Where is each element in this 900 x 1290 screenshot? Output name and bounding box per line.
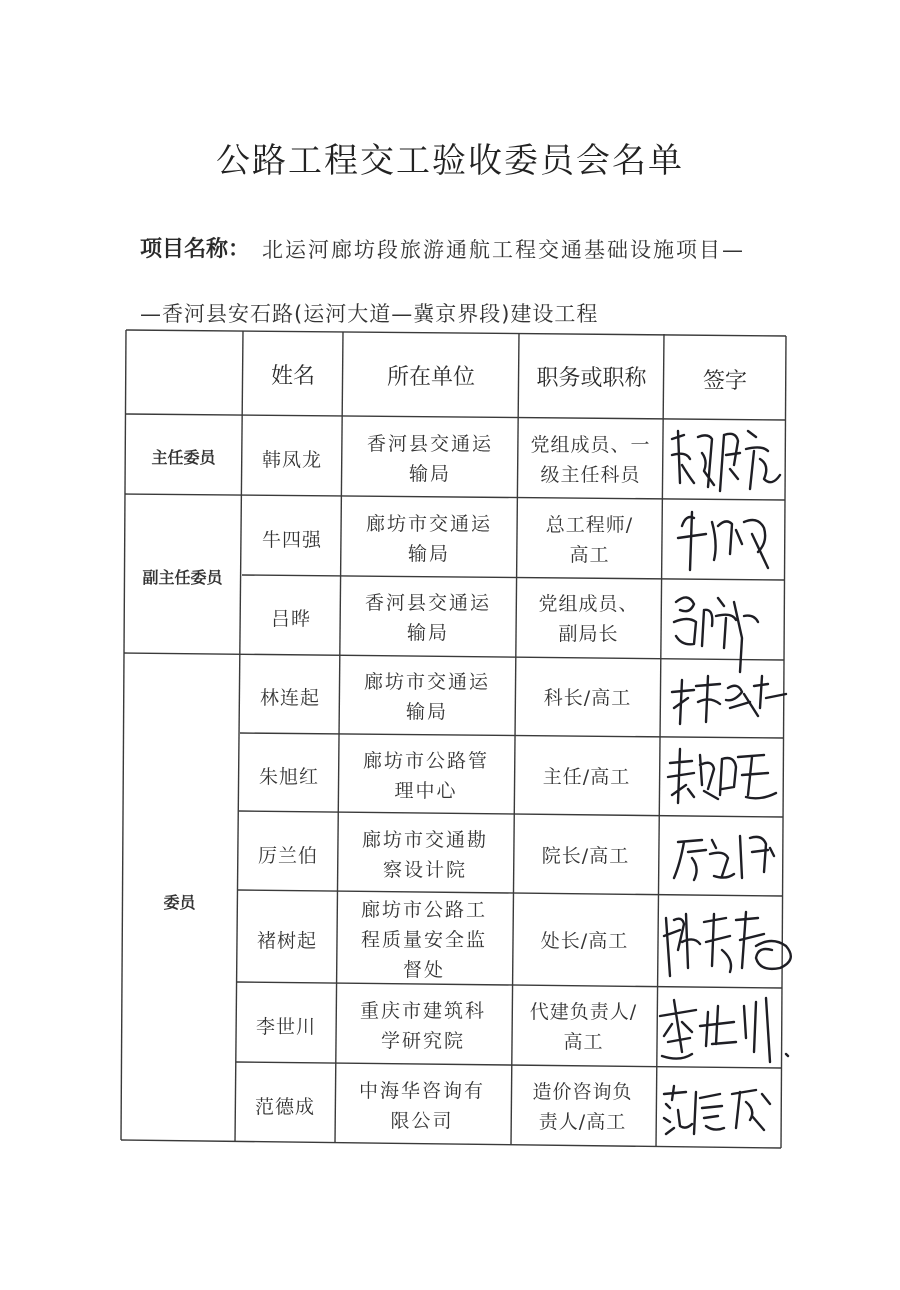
post-line: 级主任科员	[540, 464, 641, 486]
member-post	[512, 895, 657, 987]
post-line: 党组成员、一	[530, 434, 651, 456]
post-line: 代建负责人/	[529, 1001, 638, 1023]
unit-line: 中海华咨询有	[358, 1080, 485, 1102]
post-line: 造价咨询负	[532, 1081, 633, 1103]
post-line: 高工	[569, 544, 610, 566]
header-post: 职务或职称	[536, 366, 647, 391]
signature-image	[660, 906, 800, 986]
unit-line: 廊坊市交通运	[363, 671, 490, 693]
unit-line: 香河县交通运	[364, 592, 491, 614]
signature-image	[668, 672, 790, 730]
member-unit	[338, 737, 514, 815]
unit-line: 输局	[408, 463, 451, 485]
post-line: 处长/高工	[540, 930, 629, 952]
unit-line: 廊坊市交通勘	[361, 829, 488, 851]
member-name: 韩凤龙	[261, 448, 322, 471]
unit-line: 廊坊市公路工	[360, 899, 487, 921]
role-deputy-director: 副主任委员	[142, 567, 223, 587]
unit-line: 学研究院	[380, 1030, 465, 1052]
signature-image	[660, 1080, 778, 1138]
member-post	[515, 658, 660, 738]
post-line: 副局长	[558, 623, 619, 645]
signature-image	[670, 828, 778, 886]
document-title: 公路工程交工验收委员会名单	[216, 141, 684, 181]
member-unit	[341, 499, 517, 579]
unit-line: 输局	[405, 701, 448, 723]
member-name: 朱旭红	[258, 765, 319, 788]
role-member: 委员	[163, 892, 196, 912]
member-name: 李世川	[255, 1015, 316, 1038]
unit-line: 理中心	[394, 780, 458, 802]
project-name-line-1: 北运河廊坊段旅游通航工程交通基础设施项目—	[262, 238, 745, 262]
project-name-line-2: —香河县安石路(运河大道—冀京界段)建设工程	[140, 302, 599, 326]
member-name: 范德成	[254, 1095, 315, 1118]
member-post	[513, 816, 658, 896]
unit-line: 重庆市建筑科	[359, 1000, 486, 1022]
post-line: 科长/高工	[543, 687, 632, 709]
unit-line: 香河县交通运	[366, 433, 493, 455]
member-unit	[336, 894, 512, 986]
member-name: 褚树起	[256, 929, 317, 952]
member-unit	[334, 1066, 510, 1146]
member-post	[511, 987, 656, 1067]
member-post	[516, 579, 661, 659]
post-line: 党组成员、	[538, 593, 639, 615]
member-name: 林连起	[259, 686, 320, 709]
unit-line: 输局	[406, 622, 449, 644]
post-line: 主任/高工	[542, 766, 631, 788]
role-director: 主任委员	[151, 447, 216, 467]
unit-line: 廊坊市交通运	[365, 513, 492, 535]
signature-image	[652, 992, 792, 1064]
header-unit: 所在单位	[386, 365, 475, 390]
signature-image	[672, 504, 782, 580]
unit-line: 廊坊市公路管	[362, 750, 489, 772]
member-unit	[339, 657, 515, 737]
post-line: 总工程师/	[545, 514, 634, 536]
signature-image	[668, 586, 778, 676]
post-line: 责人/高工	[538, 1111, 627, 1133]
unit-line: 输局	[407, 543, 450, 565]
member-name: 厉兰伯	[257, 844, 318, 867]
signature-image	[664, 745, 782, 807]
header-signature: 签字	[702, 369, 747, 394]
signature-image	[668, 425, 788, 500]
unit-line: 察设计院	[382, 859, 467, 881]
member-post	[517, 500, 662, 580]
project-label: 项目名称：	[140, 237, 251, 262]
member-post	[518, 420, 663, 500]
unit-line: 程质量安全监	[360, 929, 487, 951]
member-name: 牛四强	[261, 528, 322, 551]
post-line: 院长/高工	[541, 845, 630, 867]
unit-line: 限公司	[390, 1110, 454, 1132]
header-name: 姓名	[270, 364, 315, 389]
member-unit	[340, 578, 516, 658]
member-unit	[335, 986, 511, 1066]
unit-line: 督处	[402, 959, 445, 981]
post-line: 高工	[563, 1031, 604, 1053]
member-name: 吕晔	[270, 607, 311, 630]
member-unit	[342, 419, 518, 499]
member-post	[510, 1067, 655, 1147]
member-unit	[337, 815, 513, 895]
member-post	[514, 738, 659, 816]
